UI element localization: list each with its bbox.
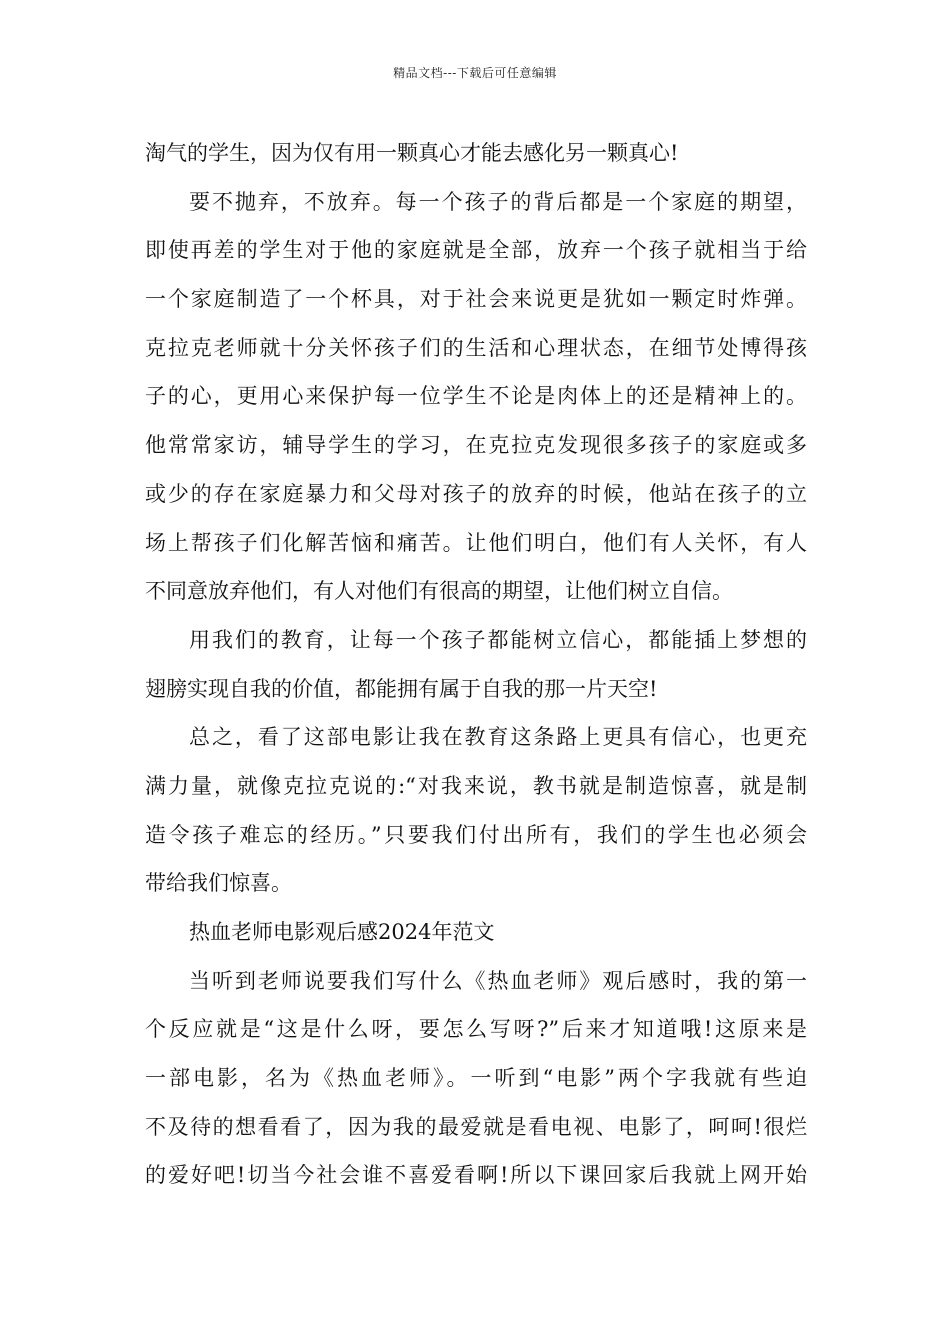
document-body — [145, 129, 807, 1200]
text-line: 场上帮孩子们化解苦恼和痛苦。让他们明白，他们有人关怀，有人 — [145, 530, 807, 555]
text-line: 他常常家访，辅导学生的学习，在克拉克发现很多孩子的家庭或多 — [145, 433, 807, 458]
text-line: 淘气的学生，因为仅有用一颗真心才能去感化另一颗真心! — [145, 141, 679, 165]
paragraph-start-line: 要不抛弃，不放弃。每一个孩子的背后都是一个家庭的期望， — [189, 189, 807, 214]
page-header: 精品文档---下载后可任意编辑 — [393, 66, 557, 80]
paragraph-start-line: 用我们的教育，让每一个孩子都能树立信心，都能插上梦想的 — [189, 627, 807, 652]
text-line: 一部电影，名为《热血老师》。一听到“电影”两个字我就有些迫 — [145, 1066, 807, 1091]
text-line: 不同意放弃他们，有人对他们有很高的期望，让他们树立自信。 — [145, 579, 733, 604]
text-line: 造令孩子难忘的经历。”只要我们付出所有，我们的学生也必须会 — [145, 822, 807, 847]
text-line: 满力量，就像克拉克说的:“对我来说，教书就是制造惊喜，就是制 — [145, 773, 807, 798]
text-line: 不及待的想看看了，因为我的最爱就是看电视、电影了，呵呵!很烂 — [145, 1114, 807, 1139]
paragraph-start-line: 当听到老师说要我们写什么《热血老师》观后感时，我的第一 — [189, 968, 807, 993]
text-line: 的爱好吧!切当今社会谁不喜爱看啊!所以下课回家后我就上网开始 — [145, 1163, 807, 1188]
text-line: 一个家庭制造了一个杯具，对于社会来说更是犹如一颗定时炸弹。 — [145, 287, 807, 312]
text-line: 带给我们惊喜。 — [145, 871, 292, 896]
text-line: 个反应就是“这是什么呀，要怎么写呀?”后来才知道哦!这原来是 — [145, 1017, 807, 1042]
text-line: 或少的存在家庭暴力和父母对孩子的放弃的时候，他站在孩子的立 — [145, 481, 807, 506]
paragraph-start-line: 总之，看了这部电影让我在教育这条路上更具有信心，也更充 — [189, 725, 807, 750]
text-line: 即使再差的学生对于他的家庭就是全部，放弃一个孩子就相当于给 — [145, 238, 807, 263]
section-title: 热血老师电影观后感2024年范文 — [189, 920, 495, 944]
text-line: 翅膀实现自我的价值，都能拥有属于自我的那一片天空! — [145, 676, 658, 701]
text-line: 子的心，更用心来保护每一位学生不论是肉体上的还是精神上的。 — [145, 384, 807, 409]
text-line: 克拉克老师就十分关怀孩子们的生活和心理状态，在细节处博得孩 — [145, 335, 807, 360]
